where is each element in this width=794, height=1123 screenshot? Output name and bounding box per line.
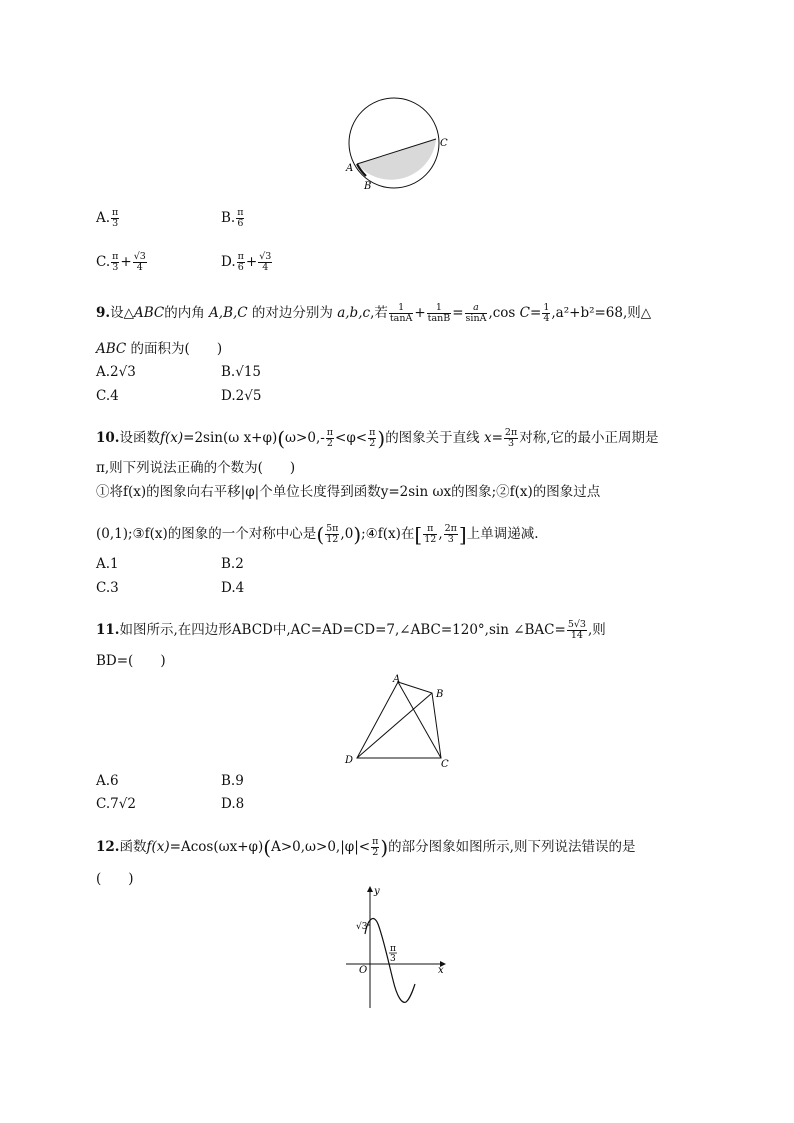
point-label-c: C	[440, 138, 448, 149]
q10-stem-line2: π,则下列说法正确的个数为( )	[96, 460, 296, 476]
q10-statements-line1: ①将f(x)的图象向右平移|φ|个单位长度得到函数y=2sin ωx的图象;②f(x)的图象过点	[96, 484, 601, 500]
vertex-label-a: A	[393, 674, 401, 685]
q11-option-a: A.6	[96, 773, 119, 789]
cosine-graph-figure	[335, 880, 455, 1012]
x-axis-label: x	[438, 965, 444, 976]
sqrt3-label: √3	[356, 922, 368, 932]
q9-option-d: D.2√5	[221, 388, 262, 404]
q8-option-b: B. $\frac{\pi}{6}$	[221, 207, 244, 229]
q11-stem-line2: BD=( )	[96, 653, 166, 669]
q12-stem: 12.函数f(x)=Acos(ωx+φ)(A>0,ω>0,|φ|< $\frac{\pi}{2}$ )的部分图象如图所示,则下列说法错误的是	[96, 835, 636, 860]
q8-option-a: A. $\frac{\pi}{3}$	[96, 207, 119, 229]
vertex-label-b: B	[436, 689, 444, 700]
q9-option-a: A.2√3	[96, 364, 136, 380]
q9-stem-line2: ABC 的面积为( )	[96, 341, 223, 357]
q10-statements-line2: (0,1);③f(x)的图象的一个对称中心是( $\frac{5\pi}{12}$ ,0);④f(x)在[ $\frac{\pi}{12}$ , $\frac{2\pi}{3}$ ]上单调递减.	[96, 522, 539, 547]
q11-option-b: B.9	[221, 773, 244, 789]
y-axis-label: y	[374, 886, 380, 897]
q9-stem: 9.设△ABC的内角 A,B,C 的对边分别为 a,b,c,若 $\frac{1}{\tan A}$ + $\frac{1}{\tan B}$ = $\frac{a}{\sin A}$ ,cos C= $\frac{1}{4}$ ,a²+b²=68,则△	[96, 302, 652, 324]
q11-option-c: C.7√2	[96, 796, 136, 812]
q10-option-a: A.1	[96, 556, 119, 572]
diagonal-ac	[398, 682, 444, 758]
q10-option-c: C.3	[96, 580, 119, 596]
q8-option-c: C. $\frac{\pi}{3}$ + $\frac{√3}{4}$	[96, 251, 146, 273]
q8-option-d: D. $\frac{\pi}{6}$ + $\frac{√3}{4}$	[221, 251, 272, 273]
vertex-label-c: C	[441, 759, 449, 770]
q10-option-b: B.2	[221, 556, 244, 572]
quadrilateral-figure	[340, 672, 455, 772]
pi-over-3-numerator: π	[390, 944, 396, 954]
vertex-label-d: D	[345, 755, 354, 766]
shaded-segment	[357, 139, 436, 180]
q10-stem: 10.设函数f(x)=2sin(ω x+φ)(ω>0,- $\frac{\pi}{2}$ <φ< $\frac{\pi}{2}$ )的图象关于直线 x= $\frac{2\pi}{3}$ 对称,它的最小正周期是	[96, 426, 659, 451]
diagonal-bd	[357, 693, 432, 758]
point-label-b: B	[364, 181, 372, 192]
q11-option-d: D.8	[221, 796, 245, 812]
pi-over-3-denominator: 3	[390, 954, 396, 964]
q10-option-d: D.4	[221, 580, 245, 596]
point-label-a: A	[346, 163, 354, 174]
q12-stem-line2: ( )	[96, 871, 134, 887]
circle-chord-figure	[338, 90, 458, 200]
origin-label: O	[359, 965, 368, 976]
q9-option-c: C.4	[96, 388, 119, 404]
q9-option-b: B.√15	[221, 364, 261, 380]
q11-stem: 11.如图所示,在四边形ABCD中,AC=AD=CD=7,∠ABC=120°,sin ∠BAC= $\frac{5√3}{14}$ ,则	[96, 619, 606, 641]
y-axis-arrow	[367, 886, 373, 892]
